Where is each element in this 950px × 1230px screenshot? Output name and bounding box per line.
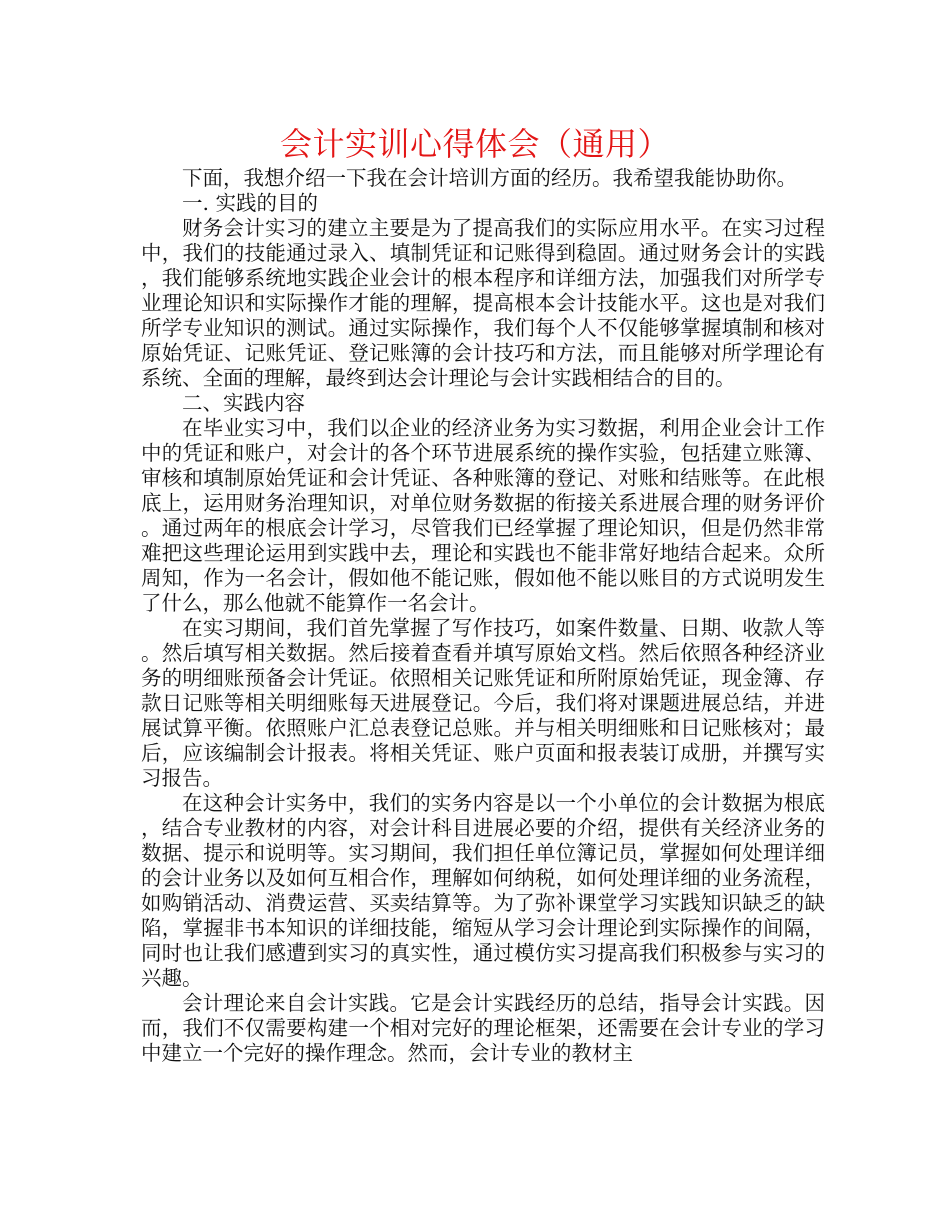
intro-paragraph: 下面，我想介绍一下我在会计培训方面的经历。我希望我能协助你。 — [182, 166, 797, 190]
section-heading-purpose: 一. 实践的目的 — [182, 191, 319, 215]
body-paragraph: 在实习期间，我们首先掌握了写作技巧，如案件数量、日期、收款人等。然后填写相关数据。然后接着查看并填写原始文档。然后依照各种经济业务的明细账预备会计凭证。依照相关记账凭证和所附原始凭证，现金簿、存款日记账等相关明细账每天进展登记。今后，我们将对课题进展总结，并进展试算平衡。依照账户汇总表登记总账。并与相关明细账和日记账核对；最后，应该编制会计报表。将相关凭证、账户页面和报表装订成册，并撰写实习报告。 — [141, 616, 825, 790]
body-paragraph: 财务会计实习的建立主要是为了提高我们的实际应用水平。在实习过程中，我们的技能通过录入、填制凭证和记账得到稳固。通过财务会计的实践，我们能够系统地实践企业会计的根本程序和详细方法，加强我们对所学专业理论知识和实际操作才能的理解，提高根本会计技能水平。这也是对我们所学专业知识的测试。通过实际操作，我们每个人不仅能够掌握填制和核对原始凭证、记账凭证、登记账簿的会计技巧和方法，而且能够对所学理论有系统、全面的理解，最终到达会计理论与会计实践相结合的目的。 — [141, 216, 825, 390]
section-heading-content: 二、实践内容 — [182, 391, 305, 415]
document-title: 会计实训心得体会（通用） — [279, 125, 670, 163]
body-paragraph: 会计理论来自会计实践。它是会计实践经历的总结，指导会计实践。因而，我们不仅需要构建一个相对完好的理论框架，还需要在会计专业的学习中建立一个完好的操作理念。然而，会计专业的教材主 — [141, 991, 825, 1065]
document-body — [141, 166, 825, 1066]
body-paragraph: 在毕业实习中，我们以企业的经济业务为实习数据，利用企业会计工作中的凭证和账户，对会计的各个环节进展系统的操作实验，包括建立账簿、审核和填制原始凭证和会计凭证、各种账簿的登记、对账和结账等。在此根底上，运用财务治理知识，对单位财务数据的衔接关系进展合理的财务评价。通过两年的根底会计学习，尽管我们已经掌握了理论知识，但是仍然非常难把这些理论运用到实践中去，理论和实践也不能非常好地结合起来。众所周知，作为一名会计，假如他不能记账，假如他不能以账目的方式说明发生了什么，那么他就不能算作一名会计。 — [141, 416, 825, 615]
body-paragraph: 在这种会计实务中，我们的实务内容是以一个小单位的会计数据为根底，结合专业教材的内容，对会计科目进展必要的介绍，提供有关经济业务的数据、提示和说明等。实习期间，我们担任单位簿记员，掌握如何处理详细的会计业务以及如何互相合作，理解如何纳税，如何处理详细的业务流程，如购销活动、消费运营、买卖结算等。为了弥补课堂学习实践知识缺乏的缺陷，掌握非书本知识的详细技能，缩短从学习会计理论到实际操作的间隔，同时也让我们感遭到实习的真实性，通过模仿实习提高我们积极参与实习的兴趣。 — [141, 791, 825, 990]
